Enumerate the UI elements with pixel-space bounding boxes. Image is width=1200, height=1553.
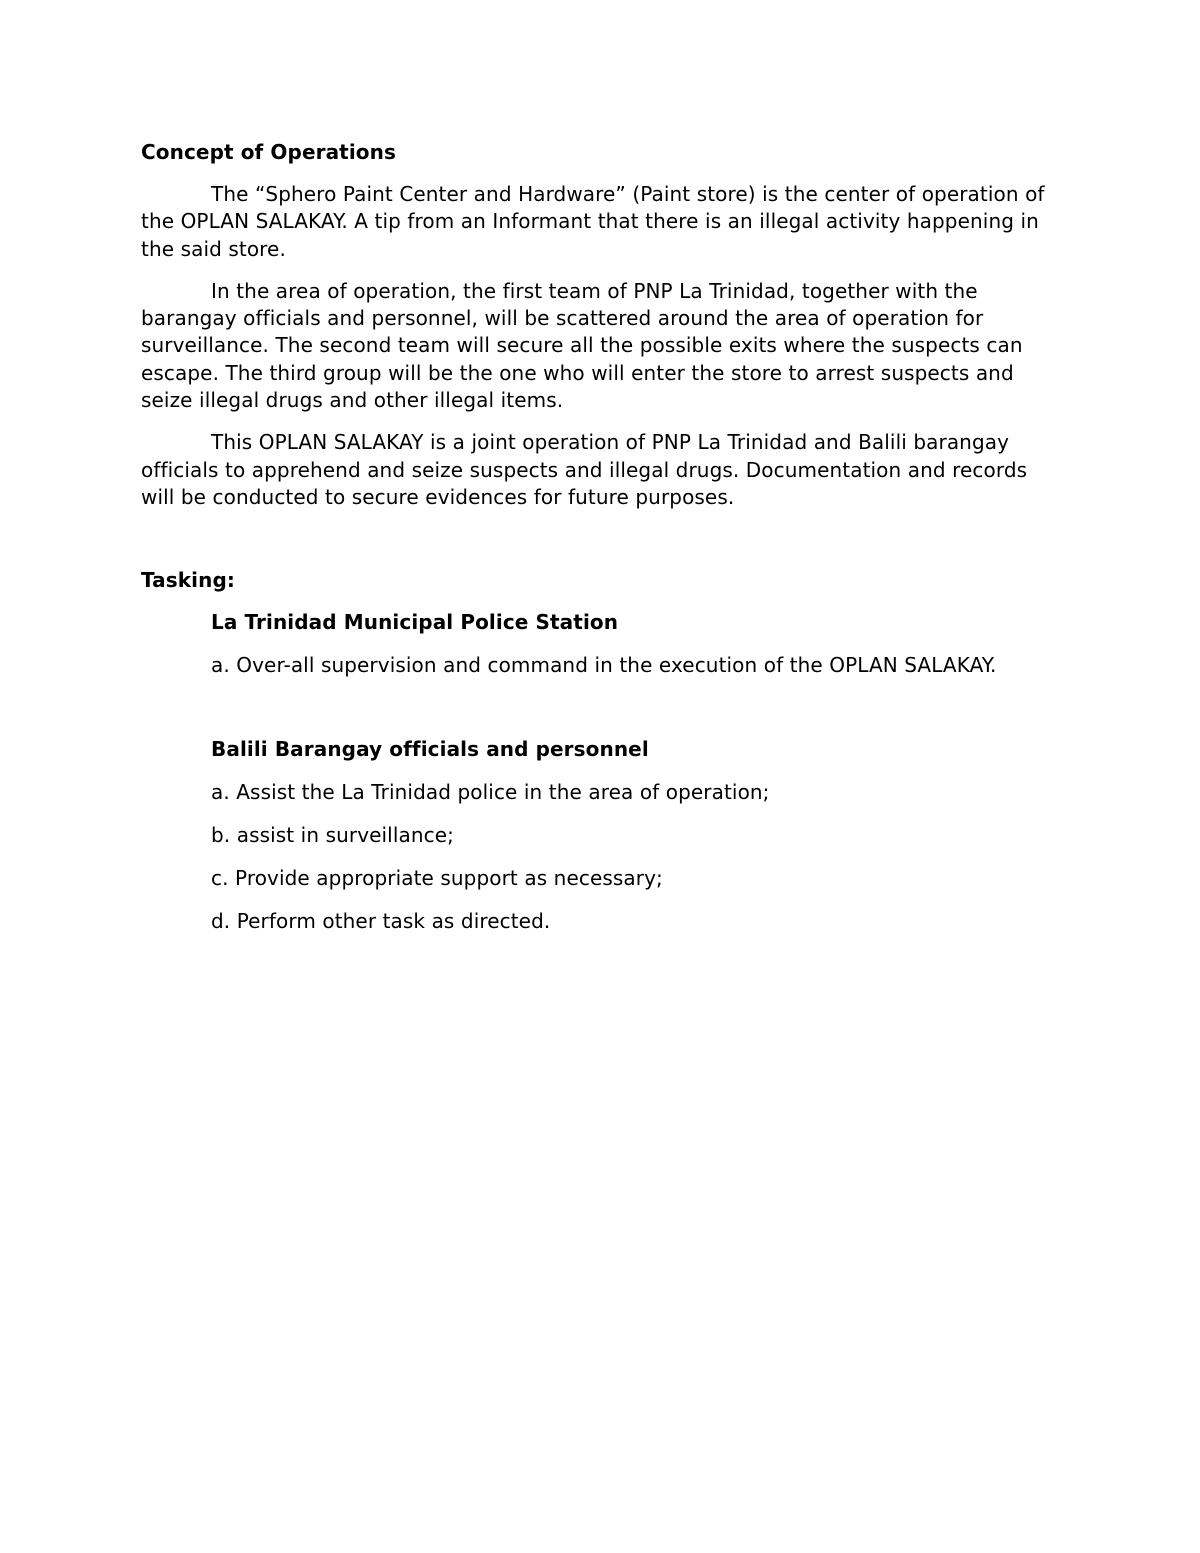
list-item: d. Perform other task as directed. <box>211 909 551 934</box>
section-title: Concept of Operations <box>141 140 396 164</box>
list-item: a. Assist the La Trinidad police in the area of operation; <box>211 780 770 805</box>
group-heading-barangay: Balili Barangay officials and personnel <box>211 737 649 762</box>
paragraph: This OPLAN SALAKAY is a joint operation of PNP La Trinidad and Balili barangay officials to apprehend and seize suspects and illegal drugs. Documentation and records will be conducted to secure evidences for future purposes. <box>141 430 1028 509</box>
list-item: c. Provide appropriate support as necessary; <box>211 866 663 891</box>
group-heading-police-station: La Trinidad Municipal Police Station <box>211 610 619 635</box>
list-item: b. assist in surveillance; <box>211 823 454 848</box>
list-item: a. Over-all supervision and command in the execution of the OPLAN SALAKAY. <box>211 653 997 678</box>
paragraph: The “Sphero Paint Center and Hardware” (Paint store) is the center of operation of the OPLAN SALAKAY. A tip from an Informant that there is an illegal activity happening in the said store. <box>141 182 1045 261</box>
document-body <box>141 139 1061 951</box>
tasking-title: Tasking: <box>141 568 235 593</box>
paragraph: In the area of operation, the first team of PNP La Trinidad, together with the barangay officials and personnel, will be scattered around the area of operation for surveillance. The second team will secure all the possible exits where the suspects can escape. The third group will be the one who will enter the store to arrest suspects and seize illegal drugs and other illegal items. <box>141 278 1023 413</box>
